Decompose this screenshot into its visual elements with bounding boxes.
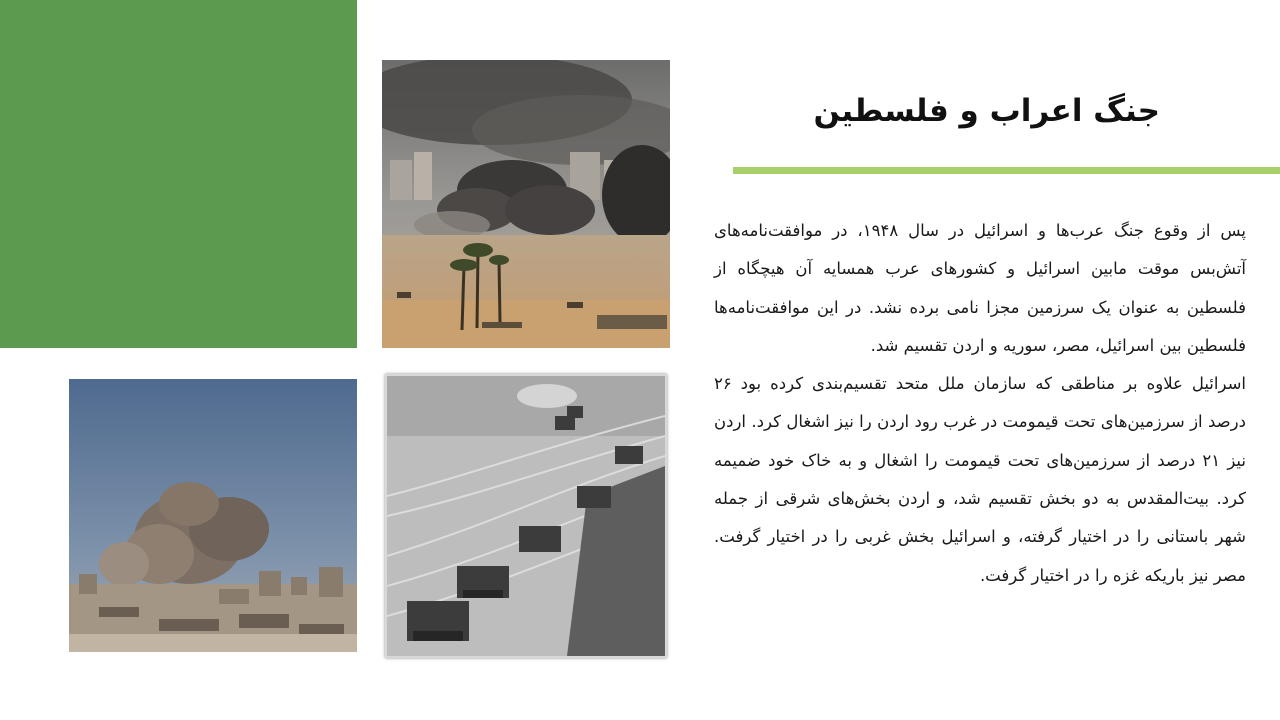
title-accent-line [733, 167, 1280, 174]
paragraph-occupation: اسرائیل علاوه بر مناطقی که سازمان ملل متحد تقسیم‌بندی کرده بود ۲۶ درصد از سرزمین‌های تحت قیمومت در غرب رود اردن را نیز اشغال کرد. اردن نیز ۲۱ درصد از سرزمین‌های تحت قیمومت را اشغال و به خاک خود ضمیمه کرد. بیت‌المقدس به دو بخش تقسیم شد، و اردن بخش‌های شرقی از جمله شهر باستانی را در اختیار گرفته، و اسرائیل بخش غربی را در اختیار گرفت. مصر نیز باریکه غزه را در اختیار گرفت. [714, 374, 1246, 585]
smoke-over-city-photo [382, 60, 670, 348]
paragraph-ceasefire: پس از وقوع جنگ عرب‌ها و اسرائیل در سال ۱۹۴۸، در موافقت‌نامه‌های آتش‌بس موقت مابین اسرائیل و کشورهای عرب همسایه آن هیچگاه از فلسطین به عنوان یک سرزمین مجزا نامی برده نشد. در این موافقت‌نامه‌ها فلسطین بین اسرائیل، مصر، سوریه و اردن تقسیم شد. [714, 221, 1246, 355]
explosion-over-ruins-photo [69, 379, 357, 652]
green-decor-block [0, 0, 357, 348]
tank-column-photo [385, 374, 667, 658]
slide-title: جنگ اعراب و فلسطین [813, 93, 1160, 129]
slide-body-text [714, 212, 1246, 595]
